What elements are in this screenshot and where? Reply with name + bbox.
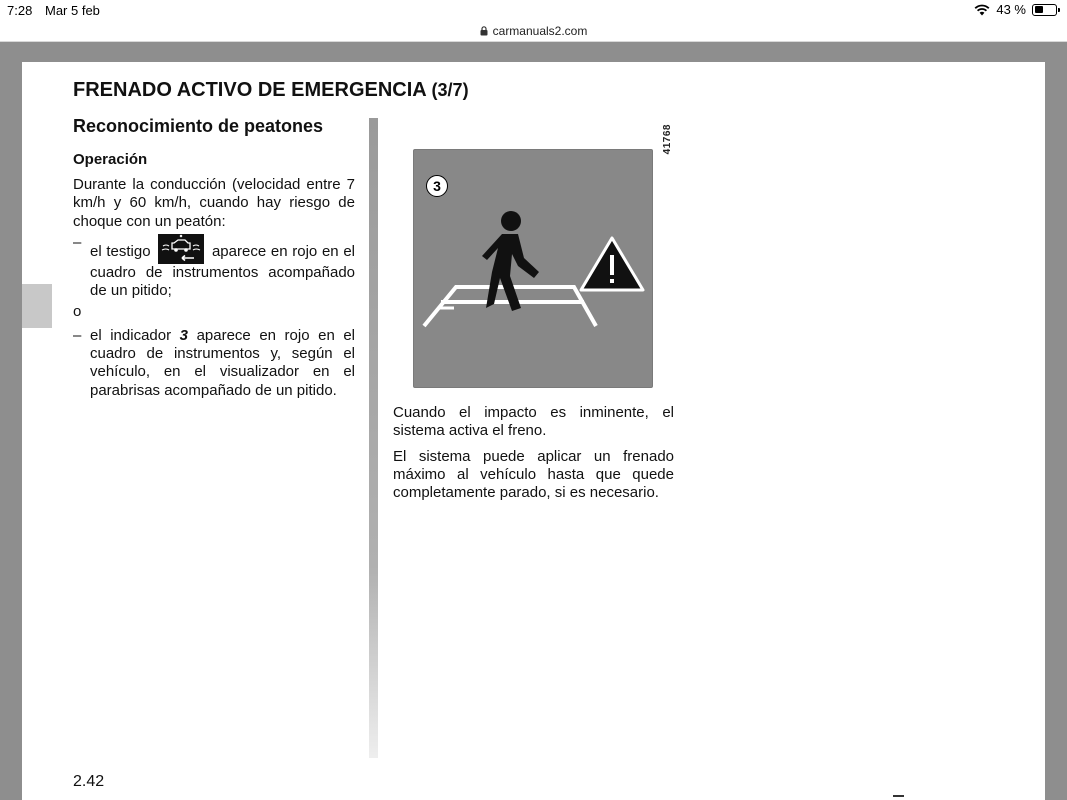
pedestrian-figure [413, 149, 653, 388]
battery-icon [1032, 4, 1057, 16]
bullet2-after: aparece en rojo en el cuadro de instrumentos y, según el vehículo, en el visualizador en el parabrisas acompañado de un pitido. [90, 326, 356, 399]
page-side-tab [22, 284, 52, 328]
status-date: Mar 5 feb [45, 3, 100, 18]
right-column [393, 404, 674, 509]
wifi-icon [974, 4, 990, 16]
page-title [73, 79, 469, 102]
title-main: FRENADO ACTIVO DE EMERGENCIA [73, 79, 426, 101]
or-word: o [73, 303, 82, 321]
figure-code: 41768 [662, 124, 673, 155]
battery-percent: 43 % [996, 2, 1026, 17]
right-paragraph-2: El sistema puede aplicar un frenado máximo al vehículo hasta que quede completamente parado, si es necesario. [393, 447, 674, 502]
status-time: 7:28 [7, 3, 33, 18]
bullet1-after: aparece en rojo en el cuadro de instrumentos acompañado de un pitido; [90, 242, 355, 300]
column-divider [369, 118, 378, 758]
intro-paragraph: Durante la conducción (velocidad entre 7 km/h y 60 km/h, cuando hay riesgo de choque con un peatón: [73, 176, 355, 230]
bullet-item-1 [73, 234, 355, 301]
page-number: 2.42 [73, 773, 105, 790]
bullet-dash: – [73, 326, 82, 344]
warning-triangle-icon [581, 238, 643, 290]
url-text[interactable]: carmanuals2.com [492, 23, 588, 38]
status-bar [0, 0, 1067, 20]
title-part: (3/7) [431, 80, 469, 100]
warning-light-icon [158, 234, 204, 264]
lock-icon [480, 26, 488, 36]
pedestrian-icon [482, 211, 539, 311]
bullet1-before: el testigo [90, 242, 151, 260]
left-column [73, 176, 355, 403]
corner-mark [893, 795, 904, 797]
status-right [974, 2, 1057, 17]
figure-callout-3: 3 [426, 175, 448, 197]
section-heading: Reconocimiento de peatones [73, 116, 324, 136]
indicator-number: 3 [179, 326, 188, 344]
bullet2-before: el indicador [90, 326, 172, 344]
pedestrian-crossing-illustration [414, 150, 654, 389]
battery-fill [1035, 6, 1044, 13]
bullet-item-2 [73, 327, 355, 400]
right-paragraph-1: Cuando el impacto es inminente, el sistema activa el freno. [393, 404, 674, 440]
subheading: Operación [73, 151, 148, 168]
bullet-dash: – [73, 233, 82, 251]
url-bar[interactable] [0, 20, 1067, 42]
